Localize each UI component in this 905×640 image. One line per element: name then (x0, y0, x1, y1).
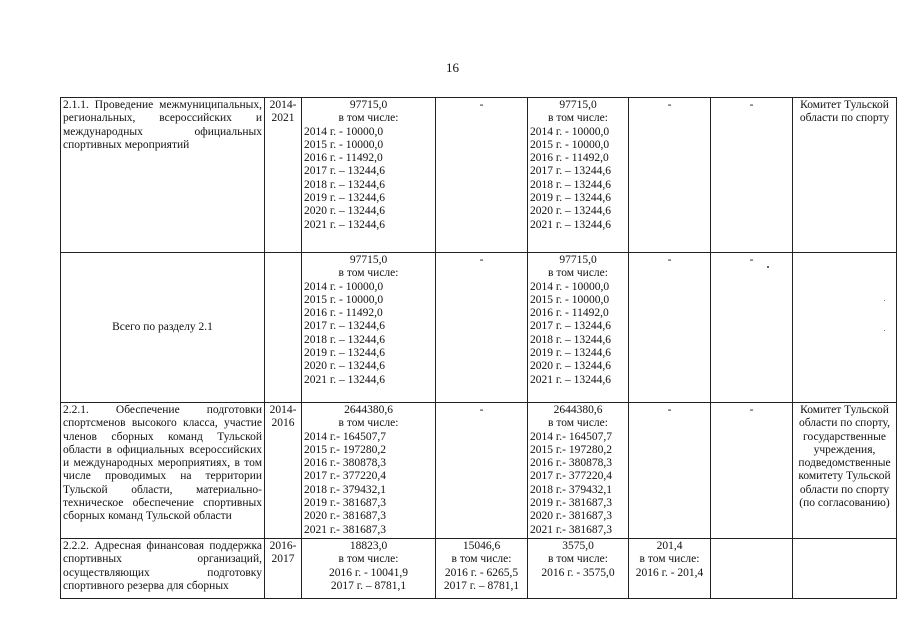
total-amount-line: 2021 г. – 13244,6 (304, 218, 386, 231)
other-amount-cell (711, 98, 793, 253)
regional-amount-line: 2017 г. – 13244,6 (530, 165, 612, 178)
total-amount-line: 2019 г. – 13244,6 (304, 192, 386, 205)
total-amount-line: 18823,0 (349, 539, 388, 552)
regional-amount-cell (528, 253, 629, 403)
total-amount-line: 2018 г. – 13244,6 (304, 333, 386, 346)
total-amount-line: 2020 г. – 13244,6 (304, 205, 386, 218)
total-amount-cell (302, 98, 436, 253)
total-amount-line: 2020 г. – 13244,6 (304, 360, 386, 373)
program-table (60, 97, 897, 599)
regional-amount-line: 2015 г. - 10000,0 (530, 293, 610, 306)
total-amount-line: 2015 г.- 197280,2 (304, 443, 386, 456)
total-amount-line: 2017 г. – 13244,6 (304, 165, 386, 178)
local-amount-cell (629, 403, 711, 539)
period-cell (265, 253, 302, 403)
total-amount-line: 2014 г. - 10000,0 (304, 280, 384, 293)
regional-amount-line: 2015 г. - 10000,0 (530, 138, 610, 151)
regional-amount-line: 3575,0 (562, 539, 594, 552)
regional-amount-line: 2018 г.- 379432,1 (530, 483, 612, 496)
responsible-cell (793, 538, 897, 598)
other-amount-cell (711, 403, 793, 539)
total-amount-line: 97715,0 (349, 99, 388, 111)
table-row (61, 538, 897, 598)
page-number: 16 (446, 60, 459, 75)
total-amount-cell (302, 403, 436, 539)
local-amount-cell (629, 538, 711, 598)
federal-amount-line: - (479, 99, 484, 111)
regional-amount-line: 2021 г. – 13244,6 (530, 218, 612, 231)
local-amount-line: 201,4 (656, 539, 683, 552)
total-amount-line: 2014 г.- 164507,7 (304, 430, 386, 443)
stray-dot (767, 266, 769, 268)
federal-amount-line: - (479, 254, 484, 266)
federal-amount-cell (436, 403, 528, 539)
federal-amount-line: в том числе: (451, 553, 512, 566)
total-amount-line: 2018 г. – 13244,6 (304, 178, 386, 191)
total-amount-line: 2644380,6 (344, 404, 393, 416)
total-amount-line: 2018 г.- 379432,1 (304, 483, 386, 496)
regional-amount-line: 2014 г. - 10000,0 (530, 280, 610, 293)
local-amount-line: в том числе: (639, 553, 700, 566)
local-amount-line: - (667, 254, 672, 266)
federal-amount-line: 2017 г. – 8781,1 (443, 579, 520, 592)
total-amount-line: 2016 г. - 11492,0 (304, 307, 383, 320)
regional-amount-line: 2020 г. – 13244,6 (530, 205, 612, 218)
regional-amount-line: 2015 г.- 197280,2 (530, 443, 612, 456)
other-amount-line: - (749, 404, 754, 416)
regional-amount-line: 2016 г. - 11492,0 (530, 307, 609, 320)
total-amount-line: 2021 г. – 13244,6 (304, 373, 386, 386)
regional-amount-line: в том числе: (548, 553, 608, 566)
period-cell: 2014-2021 (265, 98, 302, 253)
regional-amount-line: 2019 г.- 381687,3 (530, 497, 612, 510)
scan-speck (884, 300, 885, 301)
event-name-cell: 2.1.1. Проведение межмуниципальных, региональных, всероссийских и международных официальных спортивных мероприятий (61, 98, 265, 253)
total-amount-line: 2016 г. - 10041,9 (328, 566, 409, 579)
other-amount-cell (711, 538, 793, 598)
responsible-cell: Комитет Тульской области по спорту, государственные учреждения, подведомственные комитету Тульской области по спорту (по согласованию) (793, 403, 897, 539)
regional-amount-line: 2014 г.- 164507,7 (530, 430, 612, 443)
regional-amount-line: 2016 г. - 3575,0 (541, 566, 615, 579)
total-amount-line: 2019 г. – 13244,6 (304, 347, 386, 360)
federal-amount-cell (436, 253, 528, 403)
regional-amount-line: 2019 г. – 13244,6 (530, 192, 612, 205)
regional-amount-line: 2018 г. – 13244,6 (530, 178, 612, 191)
regional-amount-line: 97715,0 (559, 254, 597, 266)
responsible-cell (793, 253, 897, 403)
total-amount-line: 2020 г.- 381687,3 (304, 510, 386, 523)
local-amount-line: - (667, 99, 672, 111)
regional-amount-line: 2017 г. – 13244,6 (530, 320, 612, 333)
regional-amount-line: в том числе: (548, 417, 608, 430)
regional-amount-line: 2018 г. – 13244,6 (530, 333, 612, 346)
federal-amount-line: 2016 г. - 6265,5 (444, 566, 519, 579)
total-amount-line: 2015 г. - 10000,0 (304, 293, 384, 306)
regional-amount-cell (528, 403, 629, 539)
regional-amount-line: 2644380,6 (553, 404, 603, 416)
federal-amount-cell (436, 538, 528, 598)
total-amount-line: в том числе: (338, 112, 399, 125)
total-amount-line: 2019 г.- 381687,3 (304, 497, 386, 510)
event-name-cell: 2.2.2. Адресная финансовая поддержка спортивных организаций, осуществляющих подготовку спортивного резерва для сборных (61, 538, 265, 598)
total-amount-line: 2017 г. – 8781,1 (330, 579, 407, 592)
regional-amount-line: 2017 г.- 377220,4 (530, 470, 612, 483)
total-amount-cell (302, 538, 436, 598)
total-amount-line: 2017 г. – 13244,6 (304, 320, 386, 333)
regional-amount-line: 2020 г. – 13244,6 (530, 360, 612, 373)
total-amount-line: в том числе: (338, 267, 399, 280)
total-amount-line: 2016 г.- 380878,3 (304, 457, 386, 470)
total-amount-line: в том числе: (338, 553, 399, 566)
other-amount-line: - (749, 254, 754, 266)
total-amount-line: 2017 г.- 377220,4 (304, 470, 386, 483)
total-amount-line: 2021 г.- 381687,3 (304, 523, 386, 536)
regional-amount-line: 2021 г. – 13244,6 (530, 373, 612, 386)
regional-amount-cell (528, 98, 629, 253)
local-amount-cell (629, 98, 711, 253)
local-amount-cell (629, 253, 711, 403)
table-row (61, 403, 897, 539)
total-amount-line: в том числе: (338, 417, 399, 430)
regional-amount-line: 97715,0 (559, 99, 597, 111)
regional-amount-line: 2020 г.- 381687,3 (530, 510, 612, 523)
federal-amount-line: - (479, 404, 484, 416)
event-name-cell: Всего по разделу 2.1 (61, 253, 265, 403)
period-cell: 2016-2017 (265, 538, 302, 598)
regional-amount-line: в том числе: (548, 112, 608, 125)
regional-amount-line: в том числе: (548, 267, 608, 280)
period-cell: 2014-2016 (265, 403, 302, 539)
responsible-cell: Комитет Тульской области по спорту (793, 98, 897, 253)
federal-amount-cell (436, 98, 528, 253)
total-amount-line: 2016 г. - 11492,0 (304, 152, 383, 165)
total-amount-line: 97715,0 (349, 254, 388, 266)
local-amount-line: - (667, 404, 672, 416)
table-row (61, 253, 897, 403)
local-amount-line: 2016 г. - 201,4 (635, 566, 704, 579)
regional-amount-line: 2021 г.- 381687,3 (530, 523, 612, 536)
regional-amount-line: 2016 г.- 380878,3 (530, 457, 612, 470)
federal-amount-line: 15046,6 (462, 539, 501, 552)
total-amount-cell (302, 253, 436, 403)
table-row (61, 98, 897, 253)
other-amount-line: - (749, 99, 754, 111)
regional-amount-line: 2016 г. - 11492,0 (530, 152, 609, 165)
regional-amount-line: 2019 г. – 13244,6 (530, 347, 612, 360)
total-amount-line: 2015 г. - 10000,0 (304, 138, 384, 151)
event-name-cell: 2.2.1. Обеспечение подготовки спортсменов высокого класса, участие членов сборных команд Тульской области в официальных всероссийских и международных мероприятиях, в том числе проводимых на территории Тульской области, материально-техническое обеспечение спортивных сборных команд Тульской области (61, 403, 265, 539)
other-amount-cell (711, 253, 793, 403)
regional-amount-line: 2014 г. - 10000,0 (530, 125, 610, 138)
scan-speck (884, 330, 885, 331)
regional-amount-cell (528, 538, 629, 598)
total-amount-line: 2014 г. - 10000,0 (304, 125, 384, 138)
